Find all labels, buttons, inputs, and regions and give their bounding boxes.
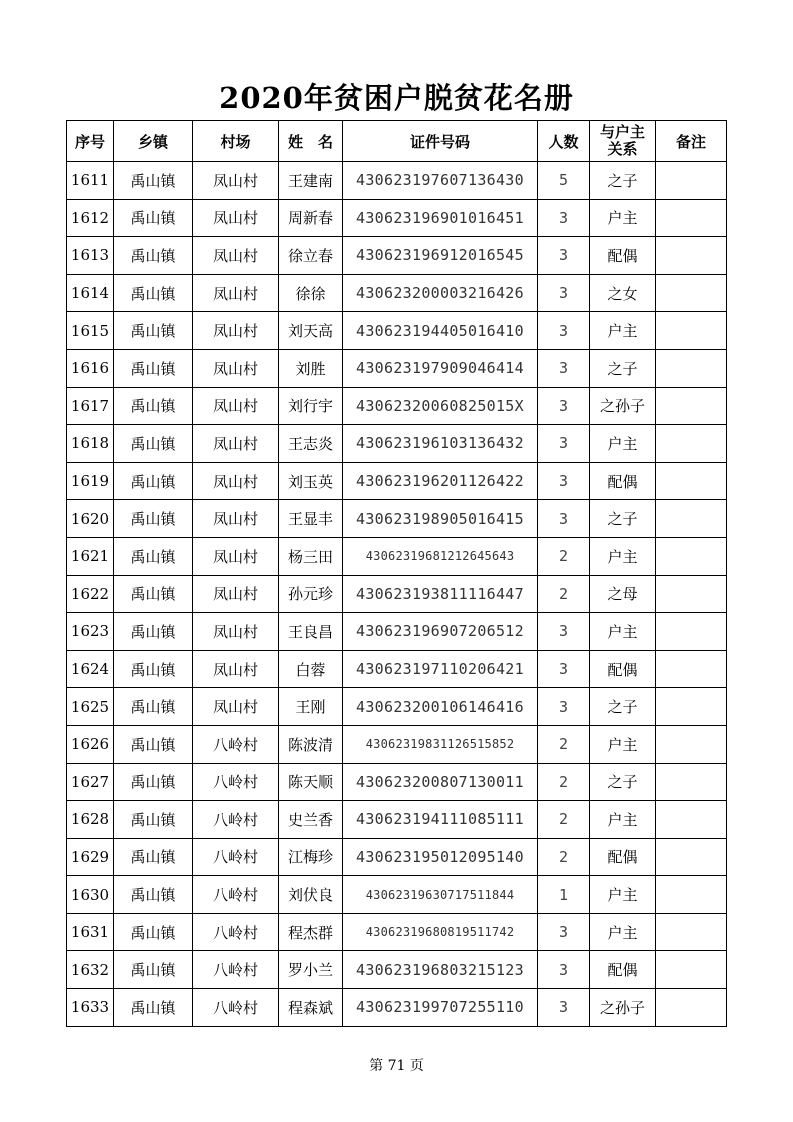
cell-village: 凤山村 [193, 199, 279, 237]
cell-village: 凤山村 [193, 688, 279, 726]
cell-town: 禹山镇 [114, 462, 193, 500]
table-row [67, 537, 727, 575]
cell-town: 禹山镇 [114, 387, 193, 425]
cell-remark [656, 575, 727, 613]
cell-id-number: 43062319630717511844 [343, 876, 538, 914]
cell-id-number: 430623199707255110 [343, 989, 538, 1027]
header-relation [590, 121, 656, 162]
cell-name: 程杰群 [279, 913, 343, 951]
table-row [67, 162, 727, 200]
cell-seq: 1613 [67, 237, 114, 275]
cell-name: 徐立春 [279, 237, 343, 275]
cell-count: 3 [538, 312, 590, 350]
cell-village: 八岭村 [193, 725, 279, 763]
table-body [67, 162, 727, 1027]
cell-name: 王良昌 [279, 613, 343, 651]
cell-town: 禹山镇 [114, 801, 193, 839]
cell-remark [656, 838, 727, 876]
cell-relation: 之女 [590, 274, 656, 312]
cell-remark [656, 763, 727, 801]
header-count: 人数 [538, 121, 590, 162]
table-row [67, 688, 727, 726]
cell-relation: 配偶 [590, 951, 656, 989]
cell-remark [656, 989, 727, 1027]
cell-village: 凤山村 [193, 537, 279, 575]
cell-village: 八岭村 [193, 763, 279, 801]
cell-village: 凤山村 [193, 650, 279, 688]
cell-seq: 1627 [67, 763, 114, 801]
cell-seq: 1629 [67, 838, 114, 876]
cell-id-number: 430623196201126422 [343, 462, 538, 500]
cell-remark [656, 387, 727, 425]
cell-count: 3 [538, 913, 590, 951]
table-row [67, 725, 727, 763]
roster-table [66, 120, 727, 1027]
cell-town: 禹山镇 [114, 537, 193, 575]
cell-name: 白蓉 [279, 650, 343, 688]
cell-remark [656, 462, 727, 500]
cell-remark [656, 801, 727, 839]
cell-id-number: 430623197607136430 [343, 162, 538, 200]
cell-town: 禹山镇 [114, 237, 193, 275]
cell-village: 凤山村 [193, 162, 279, 200]
cell-village: 八岭村 [193, 913, 279, 951]
table-row [67, 650, 727, 688]
cell-count: 3 [538, 237, 590, 275]
cell-relation: 户主 [590, 312, 656, 350]
page-number: 第 71 页 [369, 1058, 424, 1074]
table-row [67, 425, 727, 463]
cell-name: 刘伏良 [279, 876, 343, 914]
table-row [67, 462, 727, 500]
cell-relation: 户主 [590, 876, 656, 914]
page-title: 2020年贫困户脱贫花名册 [219, 81, 574, 115]
cell-count: 3 [538, 989, 590, 1027]
cell-id-number: 430623196803215123 [343, 951, 538, 989]
cell-count: 2 [538, 838, 590, 876]
cell-seq: 1630 [67, 876, 114, 914]
cell-town: 禹山镇 [114, 688, 193, 726]
table-row [67, 237, 727, 275]
cell-id-number: 43062320060825015X [343, 387, 538, 425]
cell-id-number: 430623196103136432 [343, 425, 538, 463]
cell-village: 八岭村 [193, 876, 279, 914]
cell-town: 禹山镇 [114, 349, 193, 387]
table-row [67, 913, 727, 951]
table-row [67, 989, 727, 1027]
cell-id-number: 430623198905016415 [343, 500, 538, 538]
cell-relation: 之子 [590, 688, 656, 726]
cell-remark [656, 951, 727, 989]
table-row [67, 387, 727, 425]
cell-remark [656, 913, 727, 951]
cell-count: 3 [538, 349, 590, 387]
cell-count: 2 [538, 725, 590, 763]
table-row [67, 763, 727, 801]
cell-name: 江梅珍 [279, 838, 343, 876]
cell-town: 禹山镇 [114, 838, 193, 876]
cell-count: 2 [538, 801, 590, 839]
cell-seq: 1631 [67, 913, 114, 951]
cell-id-number: 430623200003216426 [343, 274, 538, 312]
table-row [67, 312, 727, 350]
cell-remark [656, 237, 727, 275]
cell-relation: 之子 [590, 162, 656, 200]
cell-count: 3 [538, 425, 590, 463]
cell-remark [656, 349, 727, 387]
cell-name: 王刚 [279, 688, 343, 726]
cell-village: 凤山村 [193, 613, 279, 651]
header-remark: 备注 [656, 121, 727, 162]
cell-remark [656, 162, 727, 200]
cell-name: 刘天高 [279, 312, 343, 350]
cell-town: 禹山镇 [114, 162, 193, 200]
cell-id-number: 430623197909046414 [343, 349, 538, 387]
cell-name: 徐徐 [279, 274, 343, 312]
table-row [67, 575, 727, 613]
cell-count: 3 [538, 951, 590, 989]
cell-name: 陈天顺 [279, 763, 343, 801]
cell-seq: 1615 [67, 312, 114, 350]
table-row [67, 876, 727, 914]
cell-id-number: 43062319680819511742 [343, 913, 538, 951]
cell-town: 禹山镇 [114, 989, 193, 1027]
cell-count: 3 [538, 387, 590, 425]
cell-seq: 1624 [67, 650, 114, 688]
header-id-number: 证件号码 [343, 121, 538, 162]
cell-relation: 之子 [590, 500, 656, 538]
cell-seq: 1616 [67, 349, 114, 387]
cell-seq: 1611 [67, 162, 114, 200]
cell-town: 禹山镇 [114, 274, 193, 312]
cell-village: 凤山村 [193, 237, 279, 275]
cell-remark [656, 199, 727, 237]
cell-seq: 1633 [67, 989, 114, 1027]
cell-remark [656, 650, 727, 688]
cell-relation: 之子 [590, 763, 656, 801]
cell-id-number: 430623194111085111 [343, 801, 538, 839]
cell-id-number: 430623196912016545 [343, 237, 538, 275]
cell-village: 凤山村 [193, 349, 279, 387]
cell-name: 王显丰 [279, 500, 343, 538]
cell-count: 3 [538, 613, 590, 651]
cell-count: 3 [538, 500, 590, 538]
cell-name: 陈波清 [279, 725, 343, 763]
cell-seq: 1632 [67, 951, 114, 989]
cell-count: 2 [538, 537, 590, 575]
table-row [67, 951, 727, 989]
cell-name: 刘胜 [279, 349, 343, 387]
cell-remark [656, 613, 727, 651]
cell-name: 罗小兰 [279, 951, 343, 989]
cell-count: 2 [538, 763, 590, 801]
cell-remark [656, 274, 727, 312]
cell-relation: 户主 [590, 801, 656, 839]
cell-count: 3 [538, 199, 590, 237]
cell-town: 禹山镇 [114, 650, 193, 688]
cell-id-number: 430623194405016410 [343, 312, 538, 350]
cell-relation: 户主 [590, 725, 656, 763]
cell-remark [656, 876, 727, 914]
cell-village: 八岭村 [193, 989, 279, 1027]
cell-seq: 1626 [67, 725, 114, 763]
cell-count: 5 [538, 162, 590, 200]
cell-town: 禹山镇 [114, 725, 193, 763]
cell-village: 八岭村 [193, 801, 279, 839]
cell-seq: 1625 [67, 688, 114, 726]
cell-village: 凤山村 [193, 274, 279, 312]
cell-relation: 户主 [590, 537, 656, 575]
table-row [67, 274, 727, 312]
cell-name: 史兰香 [279, 801, 343, 839]
cell-id-number: 430623193811116447 [343, 575, 538, 613]
cell-town: 禹山镇 [114, 763, 193, 801]
cell-town: 禹山镇 [114, 613, 193, 651]
cell-count: 3 [538, 274, 590, 312]
cell-town: 禹山镇 [114, 575, 193, 613]
table-row [67, 199, 727, 237]
cell-name: 孙元珍 [279, 575, 343, 613]
cell-id-number: 430623197110206421 [343, 650, 538, 688]
cell-town: 禹山镇 [114, 951, 193, 989]
header-relation-line2: 关系 [607, 140, 638, 158]
cell-town: 禹山镇 [114, 876, 193, 914]
cell-village: 八岭村 [193, 951, 279, 989]
cell-town: 禹山镇 [114, 312, 193, 350]
cell-count: 1 [538, 876, 590, 914]
cell-name: 王建南 [279, 162, 343, 200]
header-row [67, 121, 727, 162]
cell-village: 凤山村 [193, 462, 279, 500]
cell-relation: 配偶 [590, 838, 656, 876]
cell-relation: 之母 [590, 575, 656, 613]
cell-id-number: 43062319681212645643 [343, 537, 538, 575]
cell-name: 程森斌 [279, 989, 343, 1027]
cell-town: 禹山镇 [114, 500, 193, 538]
cell-remark [656, 725, 727, 763]
cell-id-number: 430623195012095140 [343, 838, 538, 876]
cell-seq: 1623 [67, 613, 114, 651]
header-relation-line1: 与户主 [599, 123, 645, 141]
cell-relation: 户主 [590, 199, 656, 237]
header-name: 姓 名 [279, 121, 343, 162]
cell-town: 禹山镇 [114, 913, 193, 951]
cell-relation: 户主 [590, 613, 656, 651]
cell-seq: 1618 [67, 425, 114, 463]
cell-relation: 配偶 [590, 650, 656, 688]
table-row [67, 801, 727, 839]
cell-relation: 配偶 [590, 237, 656, 275]
header-seq: 序号 [67, 121, 114, 162]
cell-seq: 1614 [67, 274, 114, 312]
cell-seq: 1620 [67, 500, 114, 538]
cell-seq: 1619 [67, 462, 114, 500]
cell-remark [656, 312, 727, 350]
cell-name: 王志炎 [279, 425, 343, 463]
cell-village: 凤山村 [193, 425, 279, 463]
table-row [67, 838, 727, 876]
table-row [67, 613, 727, 651]
cell-relation: 之孙子 [590, 989, 656, 1027]
cell-id-number: 430623196907206512 [343, 613, 538, 651]
cell-relation: 户主 [590, 913, 656, 951]
cell-seq: 1621 [67, 537, 114, 575]
cell-count: 3 [538, 462, 590, 500]
header-town: 乡镇 [114, 121, 193, 162]
cell-village: 凤山村 [193, 500, 279, 538]
cell-village: 八岭村 [193, 838, 279, 876]
cell-remark [656, 688, 727, 726]
cell-count: 3 [538, 650, 590, 688]
cell-relation: 配偶 [590, 462, 656, 500]
cell-id-number: 430623196901016451 [343, 199, 538, 237]
cell-seq: 1617 [67, 387, 114, 425]
cell-id-number: 43062319831126515852 [343, 725, 538, 763]
cell-id-number: 430623200106146416 [343, 688, 538, 726]
cell-remark [656, 425, 727, 463]
cell-town: 禹山镇 [114, 199, 193, 237]
cell-id-number: 430623200807130011 [343, 763, 538, 801]
cell-name: 刘行宇 [279, 387, 343, 425]
table-row [67, 349, 727, 387]
header-village: 村场 [193, 121, 279, 162]
cell-relation: 之孙子 [590, 387, 656, 425]
cell-name: 刘玉英 [279, 462, 343, 500]
cell-village: 凤山村 [193, 387, 279, 425]
cell-seq: 1612 [67, 199, 114, 237]
cell-village: 凤山村 [193, 575, 279, 613]
cell-relation: 户主 [590, 425, 656, 463]
cell-village: 凤山村 [193, 312, 279, 350]
cell-remark [656, 500, 727, 538]
cell-seq: 1622 [67, 575, 114, 613]
cell-name: 杨三田 [279, 537, 343, 575]
cell-remark [656, 537, 727, 575]
cell-seq: 1628 [67, 801, 114, 839]
cell-relation: 之子 [590, 349, 656, 387]
cell-count: 2 [538, 575, 590, 613]
cell-count: 3 [538, 688, 590, 726]
cell-name: 周新春 [279, 199, 343, 237]
cell-town: 禹山镇 [114, 425, 193, 463]
table-row [67, 500, 727, 538]
